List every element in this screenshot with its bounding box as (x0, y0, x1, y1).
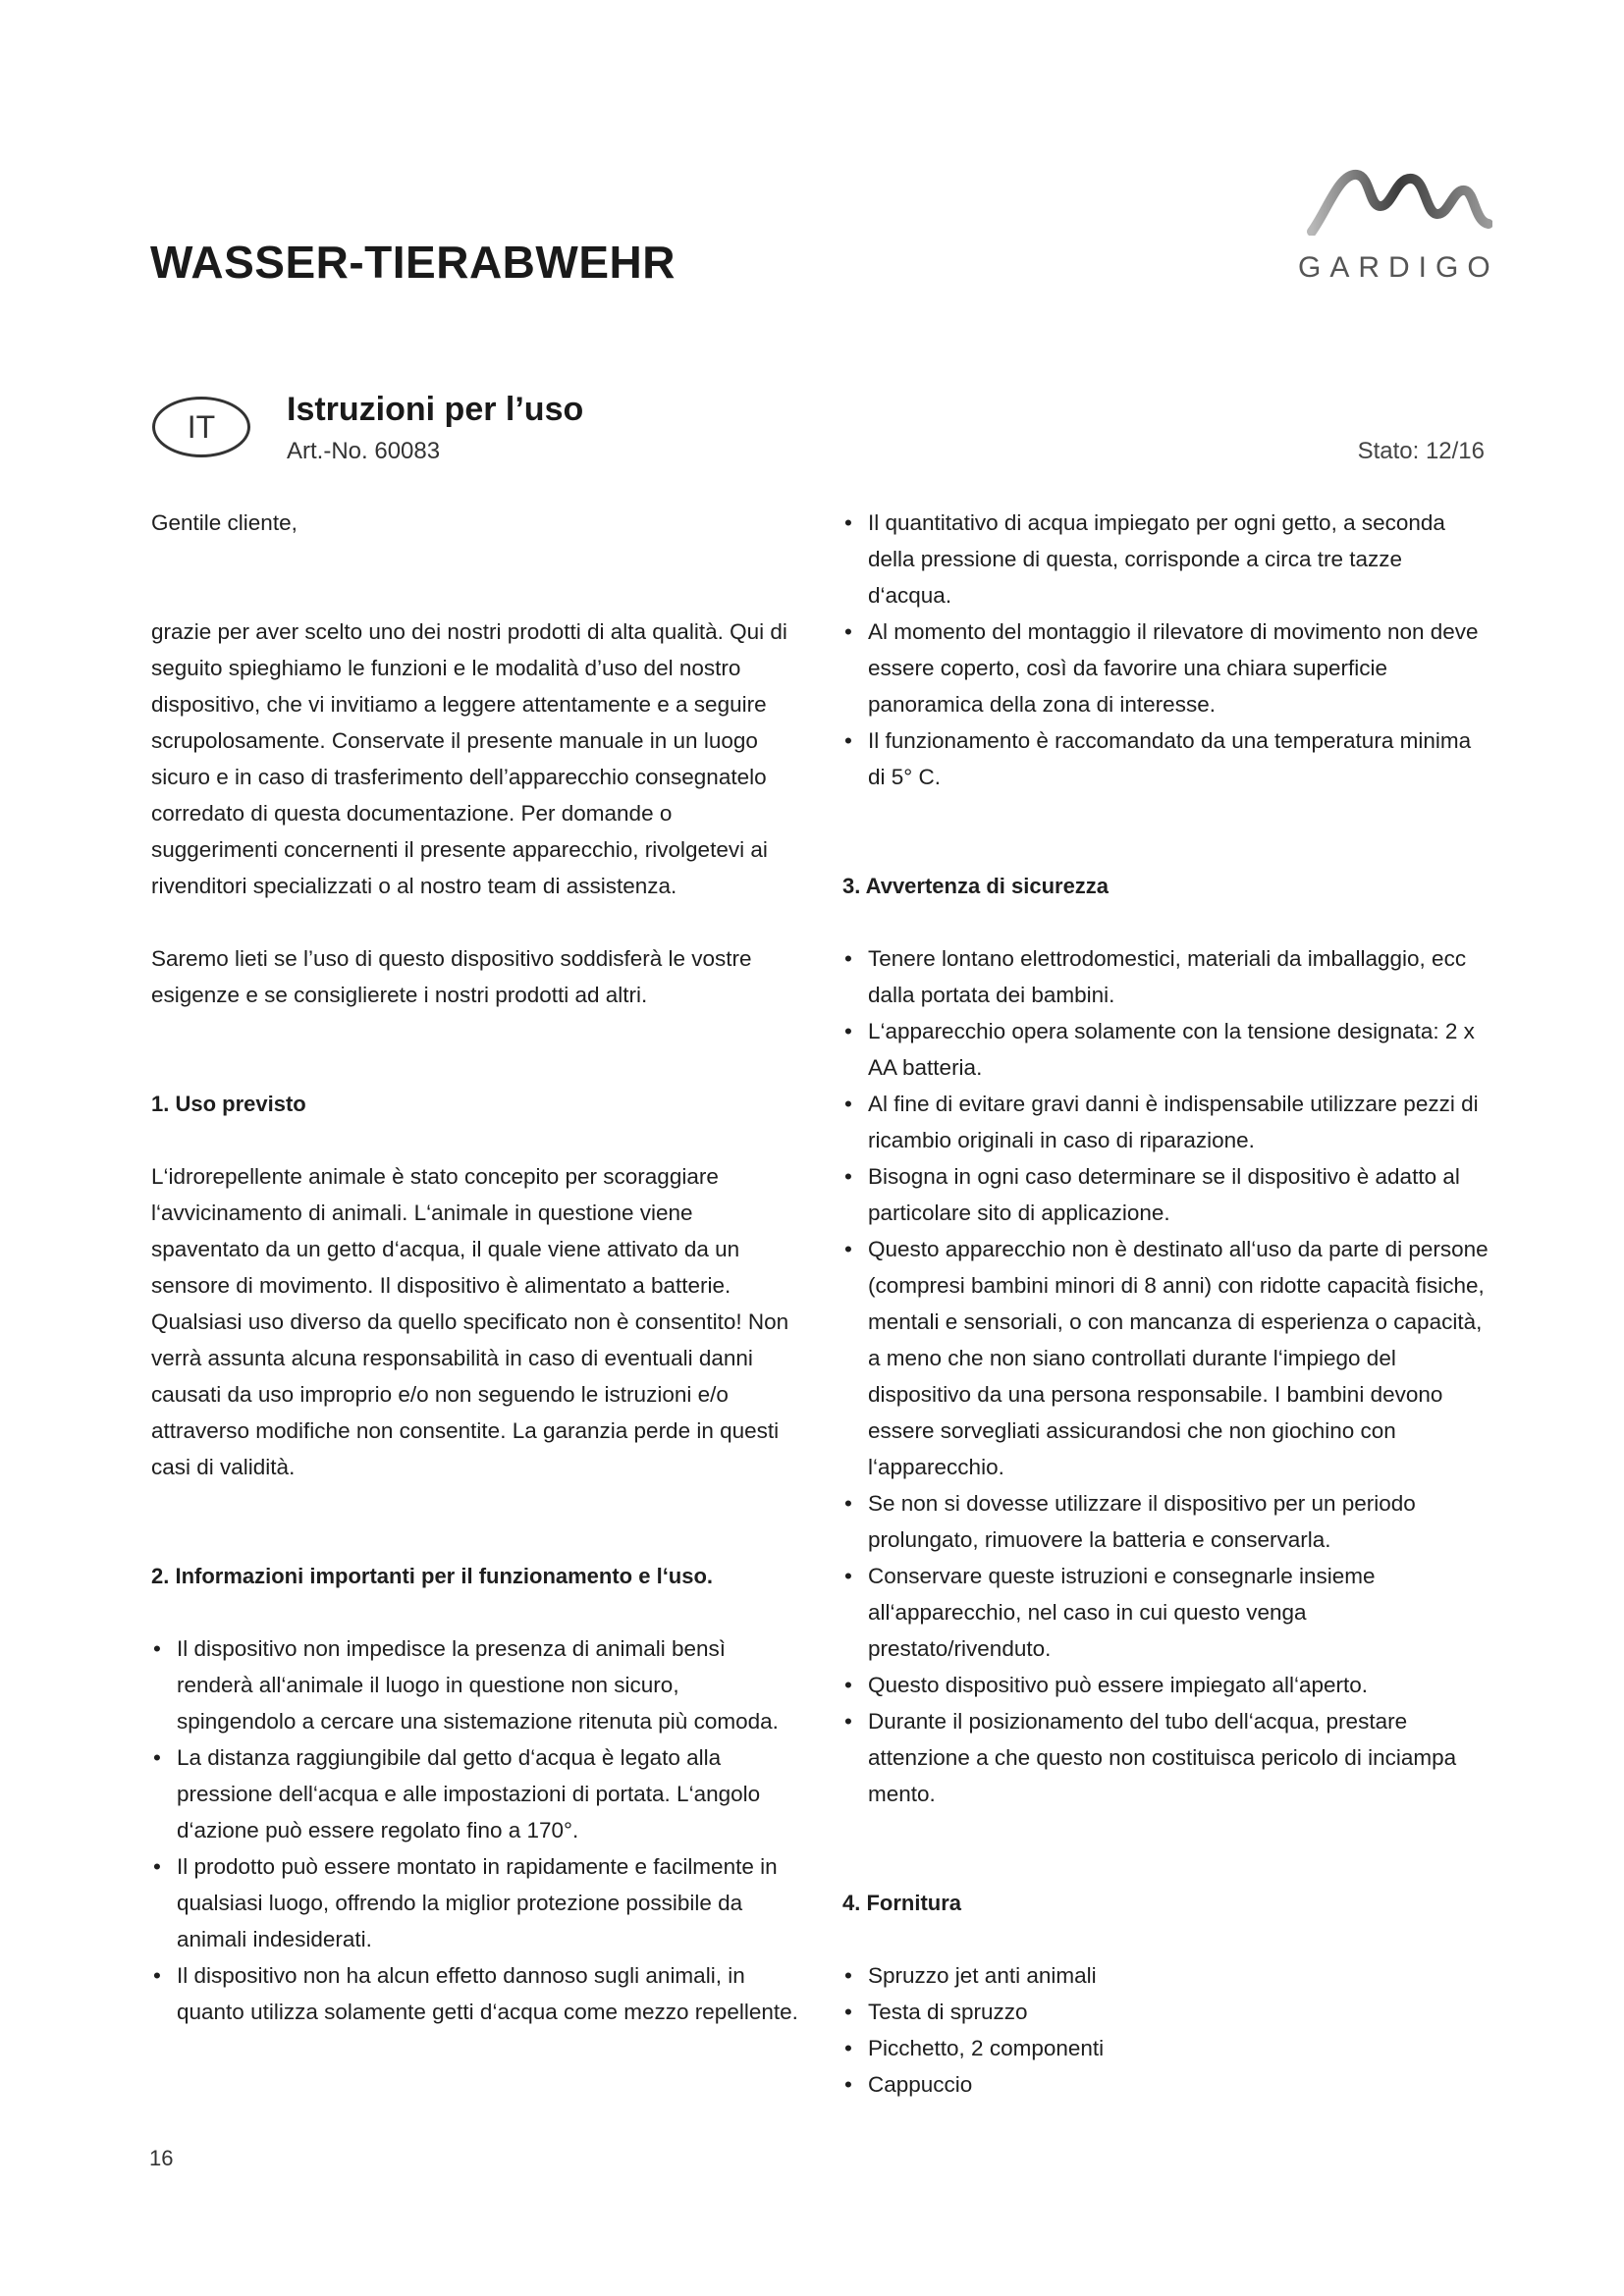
article-number: Art.-No. 60083 (287, 438, 441, 464)
section-3-heading: 3. Avvertenza di sicurezza (842, 874, 1110, 898)
list-item: • Il dispositivo non ha alcun effetto dannoso sugli animali, in quanto utilizza solamente getti d‘acqua come mezzo repellente. (151, 1957, 799, 2030)
list-item: • Al momento del montaggio il rilevatore di movimento non deve essere coperto, così da favorire una chiara superficie panoramica della zona di interesse. (842, 614, 1490, 722)
list-item: • Il dispositivo non impedisce la presenza di animali bensì renderà all‘animale il luogo in questione non sicuro, spingendolo a cercare una sistemazione ritenuta più comoda. (151, 1630, 799, 1739)
section-2-heading: 2. Informazioni importanti per il funzionamento e l‘uso. (151, 1564, 714, 1588)
brand-logo (1276, 167, 1499, 285)
list-item: • Se non si dovesse utilizzare il dispositivo per un periodo prolungato, rimuovere la batteria e conservarla. (842, 1485, 1490, 1558)
section-3-list (842, 940, 1490, 1812)
document-status: Stato: 12/16 (1357, 438, 1485, 464)
right-column (842, 505, 1490, 2103)
section-2-list-continued (842, 505, 1490, 795)
list-item: • Il quantitativo di acqua impiegato per ogni getto, a seconda della pressione di questa, corrisponde a circa tre tazze d‘acqua. (842, 505, 1490, 614)
list-item: • La distanza raggiungibile dal getto d‘acqua è legato alla pressione dell‘acqua e alle impostazioni di portata. L‘angolo d‘azione può essere regolato fino a 170°. (151, 1739, 799, 1848)
intro-body: grazie per aver scelto uno dei nostri prodotti di alta qualità. Qui di seguito spieghiamo le funzioni e le modalità d’uso del nostro dispositivo, che vi invitiamo a leggere attentamente e a seguire scrupolosamente. Conservate il presente manuale in un luogo sicuro e in caso di trasferimento dell’apparecchio consegnatelo corredato di questa documentazione. Per domande o suggerimenti concernenti il presente apparecchio, rivolgetevi ai rivenditori specializzati o al nostro team di assistenza. (151, 619, 787, 898)
brand-name: GARDIGO (1298, 251, 1499, 284)
list-item: • Al fine di evitare gravi danni è indispensabile utilizzare pezzi di ricambio originali in caso di riparazione. (842, 1086, 1490, 1158)
section-1-heading: 1. Uso previsto (151, 1092, 306, 1116)
list-item: • Questo apparecchio non è destinato all‘uso da parte di persone (compresi bambini minori di 8 anni) con ridotte capacità fisiche, mentali e sensoriali, o con mancanza di esperienza o capacità, a meno che non siano controllati durante l‘impiego del dispositivo da una persona responsabile. I bambini devono essere sorvegliati assicurandosi che non giochino con l‘apparecchio. (842, 1231, 1490, 1485)
list-item: • Il funzionamento è raccomandato da una temperatura minima di 5° C. (842, 722, 1490, 795)
section-4-list (842, 1957, 1490, 2103)
list-item: • Bisogna in ogni caso determinare se il dispositivo è adatto al particolare sito di applicazione. (842, 1158, 1490, 1231)
list-item: • Tenere lontano elettrodomestici, materiali da imballaggio, ecc dalla portata dei bambini. (842, 940, 1490, 1013)
section-4-heading: 4. Fornitura (842, 1891, 962, 1915)
list-item: • L‘apparecchio opera solamente con la tensione designata: 2 x AA batteria. (842, 1013, 1490, 1086)
list-item: • Il prodotto può essere montato in rapidamente e facilmente in qualsiasi luogo, offrendo la miglior protezione possibile da animali indesiderati. (151, 1848, 799, 1957)
manual-title: Istruzioni per l’uso (287, 391, 584, 428)
page-title: WASSER-TIERABWEHR (150, 237, 676, 288)
list-item: • Testa di spruzzo (842, 1994, 1490, 2030)
language-badge: IT (152, 397, 250, 457)
page-number: 16 (149, 2146, 174, 2170)
list-item: • Picchetto, 2 componenti (842, 2030, 1490, 2066)
list-item: • Cappuccio (842, 2066, 1490, 2103)
intro-greeting: Gentile cliente, (151, 510, 298, 535)
gardigo-wave-logo-icon (1306, 167, 1492, 236)
list-item: • Questo dispositivo può essere impiegato all‘aperto. (842, 1667, 1490, 1703)
list-item: • Conservare queste istruzioni e consegnarle insieme all‘apparecchio, nel caso in cui questo venga prestato/rivenduto. (842, 1558, 1490, 1667)
section-1-body: L‘idrorepellente animale è stato concepito per scoraggiare l‘avvicinamento di animali. L‘animale in questione viene spaventato da un getto d‘acqua, il quale viene attivato da un sensore di movimento. Il dispositivo è alimentato a batterie. Qualsiasi uso diverso da quello specificato non è consentito! Non verrà assunta alcuna responsabilità in caso di eventuali danni causati da uso improprio e/o non seguendo le istruzioni e/o attraverso modifiche non consentite. La garanzia perde in questi casi di validità. (151, 1164, 789, 1479)
list-item: • Spruzzo jet anti animali (842, 1957, 1490, 1994)
intro-closing: Saremo lieti se l’uso di questo dispositivo soddisferà le vostre esigenze e se consiglierete i nostri prodotti ad altri. (151, 946, 752, 1007)
list-item: • Durante il posizionamento del tubo dell‘acqua, prestare attenzione a che questo non costituisca pericolo di inciampa mento. (842, 1703, 1490, 1812)
section-2-list (151, 1630, 799, 2030)
left-column (151, 505, 799, 2030)
